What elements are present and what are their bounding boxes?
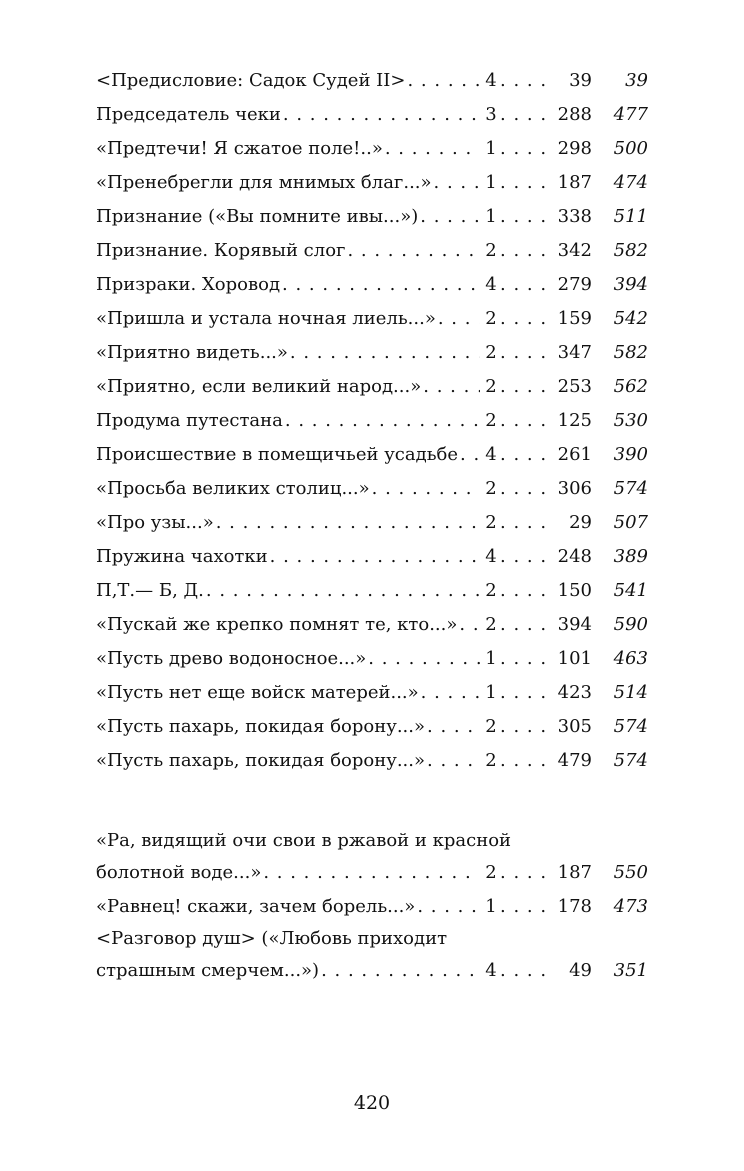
dot-leader bbox=[270, 540, 480, 574]
entry-page: 150 bbox=[557, 580, 592, 601]
index-entry bbox=[96, 336, 648, 370]
entry-page: 187 bbox=[557, 862, 592, 883]
index-entry bbox=[96, 608, 648, 642]
dot-leader bbox=[500, 472, 554, 506]
dot-leader bbox=[500, 132, 554, 166]
dot-leader bbox=[500, 268, 554, 302]
entry-title: «Просьба великих столиц...» bbox=[96, 478, 370, 499]
dot-leader bbox=[420, 200, 480, 234]
entry-volume: 2 bbox=[485, 478, 497, 499]
dot-leader bbox=[500, 336, 554, 370]
entry-title: «Приятно видеть...» bbox=[96, 342, 288, 363]
dot-leader bbox=[407, 64, 480, 98]
entry-volume: 4 bbox=[485, 546, 497, 567]
dot-leader bbox=[459, 608, 480, 642]
entry-page: 125 bbox=[557, 410, 592, 431]
entry-volume: 2 bbox=[485, 862, 497, 883]
dot-leader bbox=[460, 438, 480, 472]
dot-leader bbox=[500, 234, 554, 268]
dot-leader bbox=[283, 98, 480, 132]
entry-page-comment: 394 bbox=[613, 274, 648, 295]
dot-leader bbox=[500, 890, 554, 924]
index-entry bbox=[96, 890, 648, 924]
entry-page-comment: 574 bbox=[613, 716, 648, 737]
dot-leader bbox=[423, 370, 480, 404]
entry-page-comment: 39 bbox=[625, 70, 648, 91]
entry-page-comment: 530 bbox=[613, 410, 648, 431]
entry-volume: 4 bbox=[485, 960, 497, 981]
entry-page-comment: 390 bbox=[613, 444, 648, 465]
index-entry bbox=[96, 404, 648, 438]
index-entry bbox=[96, 540, 648, 574]
entry-title: «Пусть пахарь, покидая борону...» bbox=[96, 750, 426, 771]
index-entry bbox=[96, 472, 648, 506]
index-entry bbox=[96, 642, 648, 676]
index-entry bbox=[96, 98, 648, 132]
dot-leader bbox=[438, 302, 480, 336]
dot-leader bbox=[285, 404, 480, 438]
dot-leader bbox=[500, 608, 554, 642]
dot-leader bbox=[216, 506, 480, 540]
entry-title-first-line: <Разговор душ> («Любовь приходит bbox=[96, 928, 448, 949]
entry-volume: 1 bbox=[485, 648, 497, 669]
dot-leader bbox=[500, 506, 554, 540]
entry-title: <Предисловие: Садок Судей II> bbox=[96, 70, 406, 91]
entry-page: 423 bbox=[557, 682, 592, 703]
index-entry bbox=[96, 710, 648, 744]
entry-volume: 2 bbox=[485, 240, 497, 261]
entry-title: Признание («Вы помните ивы...») bbox=[96, 206, 419, 227]
entry-title: «Пришла и устала ночная лиель...» bbox=[96, 308, 436, 329]
index-entry bbox=[96, 166, 648, 200]
dot-leader bbox=[206, 574, 480, 608]
entry-page-comment: 590 bbox=[613, 614, 648, 635]
dot-leader bbox=[427, 710, 480, 744]
entry-page-comment: 463 bbox=[613, 648, 648, 669]
dot-leader bbox=[500, 744, 554, 778]
entry-page: 342 bbox=[557, 240, 592, 261]
dot-leader bbox=[385, 132, 480, 166]
entry-title-first-line: «Ра, видящий очи свои в ржавой и красной bbox=[96, 830, 512, 851]
entry-page: 101 bbox=[557, 648, 592, 669]
dot-leader bbox=[263, 856, 480, 890]
index-entry bbox=[96, 302, 648, 336]
index-entry bbox=[96, 506, 648, 540]
dot-leader bbox=[500, 676, 554, 710]
entry-title: «Пусть нет еще войск матерей...» bbox=[96, 682, 419, 703]
entry-page: 178 bbox=[557, 896, 592, 917]
entry-volume: 1 bbox=[485, 682, 497, 703]
entry-volume: 2 bbox=[485, 342, 497, 363]
entry-page-comment: 507 bbox=[613, 512, 648, 533]
dot-leader bbox=[500, 200, 554, 234]
page-number: 420 bbox=[353, 1092, 391, 1114]
entry-page-comment: 542 bbox=[613, 308, 648, 329]
index-list-p bbox=[96, 64, 648, 778]
entry-page: 253 bbox=[557, 376, 592, 397]
entry-page: 298 bbox=[557, 138, 592, 159]
entry-volume: 1 bbox=[485, 206, 497, 227]
index-entry bbox=[96, 234, 648, 268]
entry-title: «Предтечи! Я сжатое поле!..» bbox=[96, 138, 383, 159]
index-entry bbox=[96, 438, 648, 472]
entry-page: 29 bbox=[569, 512, 592, 533]
dot-leader bbox=[368, 642, 480, 676]
dot-leader bbox=[321, 954, 480, 988]
entry-page: 288 bbox=[557, 104, 592, 125]
dot-leader bbox=[500, 438, 554, 472]
entry-page: 248 bbox=[557, 546, 592, 567]
entry-title: «Пусть древо водоносное...» bbox=[96, 648, 367, 669]
entry-title-line bbox=[96, 826, 648, 856]
index-entry bbox=[96, 64, 648, 98]
entry-volume: 2 bbox=[485, 614, 497, 635]
index-entry bbox=[96, 954, 648, 988]
entry-volume: 2 bbox=[485, 308, 497, 329]
entry-volume: 3 bbox=[485, 104, 497, 125]
entry-volume: 4 bbox=[485, 444, 497, 465]
entry-volume: 2 bbox=[485, 376, 497, 397]
entry-title: Признание. Корявый слог bbox=[96, 240, 346, 261]
dot-leader bbox=[434, 166, 480, 200]
dot-leader bbox=[500, 98, 554, 132]
entry-title: болотной воде...» bbox=[96, 862, 262, 883]
entry-page-comment: 574 bbox=[613, 478, 648, 499]
dot-leader bbox=[500, 856, 554, 890]
entry-page: 39 bbox=[569, 70, 592, 91]
entry-page-comment: 582 bbox=[613, 240, 648, 261]
entry-volume: 2 bbox=[485, 512, 497, 533]
entry-title: Пружина чахотки bbox=[96, 546, 268, 567]
dot-leader bbox=[500, 404, 554, 438]
dot-leader bbox=[421, 676, 480, 710]
index-page bbox=[96, 64, 648, 988]
entry-title: Председатель чеки bbox=[96, 104, 281, 125]
entry-title: «Про узы...» bbox=[96, 512, 214, 533]
entry-page: 279 bbox=[557, 274, 592, 295]
entry-page-comment: 500 bbox=[613, 138, 648, 159]
entry-title: «Приятно, если великий народ...» bbox=[96, 376, 422, 397]
index-entry bbox=[96, 370, 648, 404]
dot-leader bbox=[500, 64, 554, 98]
entry-title: Происшествие в помещичьей усадьбе bbox=[96, 444, 458, 465]
entry-volume: 2 bbox=[485, 410, 497, 431]
entry-page: 261 bbox=[557, 444, 592, 465]
index-entry bbox=[96, 676, 648, 710]
entry-volume: 4 bbox=[485, 70, 497, 91]
entry-page-comment: 511 bbox=[613, 206, 648, 227]
dot-leader bbox=[500, 710, 554, 744]
dot-leader bbox=[500, 370, 554, 404]
entry-title: «Пусть пахарь, покидая борону...» bbox=[96, 716, 426, 737]
dot-leader bbox=[500, 302, 554, 336]
entry-page-comment: 514 bbox=[613, 682, 648, 703]
index-list-r bbox=[96, 826, 648, 988]
entry-volume: 1 bbox=[485, 896, 497, 917]
dot-leader bbox=[347, 234, 480, 268]
entry-page: 187 bbox=[557, 172, 592, 193]
entry-page: 305 bbox=[557, 716, 592, 737]
entry-page: 347 bbox=[557, 342, 592, 363]
index-entry bbox=[96, 744, 648, 778]
entry-page-comment: 351 bbox=[613, 960, 648, 981]
dot-leader bbox=[427, 744, 480, 778]
entry-page: 159 bbox=[557, 308, 592, 329]
dot-leader bbox=[282, 268, 480, 302]
entry-title: «Равнец! скажи, зачем борель...» bbox=[96, 896, 416, 917]
entry-page-comment: 477 bbox=[613, 104, 648, 125]
entry-volume: 2 bbox=[485, 716, 497, 737]
entry-page-comment: 562 bbox=[613, 376, 648, 397]
entry-page-comment: 582 bbox=[613, 342, 648, 363]
index-entry bbox=[96, 574, 648, 608]
entry-page-comment: 574 bbox=[613, 750, 648, 771]
entry-title: П,Т.— Б, Д. bbox=[96, 580, 204, 601]
entry-volume: 1 bbox=[485, 138, 497, 159]
dot-leader bbox=[500, 642, 554, 676]
entry-volume: 2 bbox=[485, 750, 497, 771]
entry-volume: 2 bbox=[485, 580, 497, 601]
entry-title: «Пускай же крепко помнят те, кто...» bbox=[96, 614, 458, 635]
entry-page: 479 bbox=[557, 750, 592, 771]
dot-leader bbox=[500, 574, 554, 608]
entry-title: Призраки. Хоровод bbox=[96, 274, 281, 295]
entry-page-comment: 389 bbox=[613, 546, 648, 567]
entry-title: страшным смерчем...») bbox=[96, 960, 320, 981]
index-entry bbox=[96, 268, 648, 302]
entry-title: «Пренебрегли для мнимых благ...» bbox=[96, 172, 432, 193]
entry-page-comment: 541 bbox=[613, 580, 648, 601]
dot-leader bbox=[417, 890, 480, 924]
entry-page-comment: 473 bbox=[613, 896, 648, 917]
entry-page-comment: 550 bbox=[613, 862, 648, 883]
entry-page: 338 bbox=[557, 206, 592, 227]
index-entry bbox=[96, 856, 648, 890]
entry-page-comment: 474 bbox=[613, 172, 648, 193]
index-entry bbox=[96, 132, 648, 166]
dot-leader bbox=[500, 954, 554, 988]
entry-title: Продума путестана bbox=[96, 410, 283, 431]
entry-page: 49 bbox=[569, 960, 592, 981]
entry-volume: 4 bbox=[485, 274, 497, 295]
entry-page: 306 bbox=[557, 478, 592, 499]
index-entry bbox=[96, 200, 648, 234]
dot-leader bbox=[290, 336, 480, 370]
dot-leader bbox=[500, 166, 554, 200]
dot-leader bbox=[500, 540, 554, 574]
dot-leader bbox=[372, 472, 480, 506]
entry-volume: 1 bbox=[485, 172, 497, 193]
entry-title-line bbox=[96, 924, 648, 954]
entry-page: 394 bbox=[557, 614, 592, 635]
